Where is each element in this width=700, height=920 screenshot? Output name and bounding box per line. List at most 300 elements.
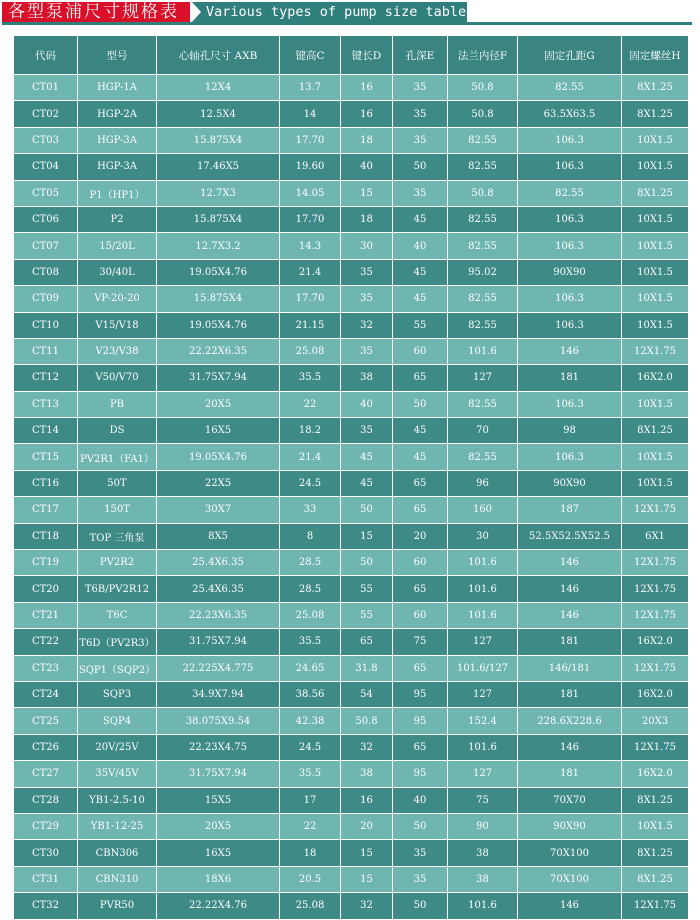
table-cell: 187: [518, 497, 622, 523]
table-cell: 8X1.25: [622, 418, 689, 444]
table-cell: 35: [341, 259, 393, 285]
table-cell: 127: [448, 365, 518, 391]
table-cell: CT13: [14, 391, 78, 417]
table-cell: 101.6: [448, 576, 518, 602]
table-cell: 22.23X4.75: [157, 734, 280, 760]
table-cell: 150T: [78, 497, 157, 523]
table-cell: 45: [393, 444, 448, 470]
table-cell: 50.8: [448, 75, 518, 101]
table-cell: 40: [341, 391, 393, 417]
table-cell: 16X2.0: [622, 761, 689, 787]
table-cell: 18: [341, 206, 393, 232]
table-cell: 146: [518, 893, 622, 919]
table-cell: 12X4: [157, 75, 280, 101]
table-cell: 19.05X4.76: [157, 312, 280, 338]
table-cell: 65: [393, 576, 448, 602]
table-cell: 65: [341, 629, 393, 655]
table-row: [14, 418, 689, 444]
table-cell: 35: [393, 75, 448, 101]
table-cell: 45: [393, 286, 448, 312]
table-cell: 146: [518, 550, 622, 576]
table-cell: 10X1.5: [622, 444, 689, 470]
table-cell: 101.6: [448, 602, 518, 628]
table-cell: 50: [393, 893, 448, 919]
table-cell: PB: [78, 391, 157, 417]
table-cell: 16X2.0: [622, 629, 689, 655]
table-cell: 106.3: [518, 206, 622, 232]
table-cell: 17: [280, 787, 341, 813]
table-cell: 8X1.25: [622, 101, 689, 127]
table-cell: CT11: [14, 338, 78, 364]
table-cell: 127: [448, 761, 518, 787]
table-cell: 22: [280, 813, 341, 839]
table-cell: 60: [393, 602, 448, 628]
table-cell: HGP-3A: [78, 127, 157, 153]
table-cell: 90X90: [518, 813, 622, 839]
column-header: 型号: [78, 36, 157, 75]
table-cell: DS: [78, 418, 157, 444]
table-row: [14, 75, 689, 101]
table-row: [14, 338, 689, 364]
table-cell: 12.7X3.2: [157, 233, 280, 259]
table-cell: 55: [341, 602, 393, 628]
table-cell: 18: [280, 840, 341, 866]
table-row: [14, 286, 689, 312]
table-cell: 32: [341, 734, 393, 760]
table-cell: CT26: [14, 734, 78, 760]
table-cell: 10X1.5: [622, 286, 689, 312]
table-cell: 55: [341, 576, 393, 602]
table-cell: 181: [518, 629, 622, 655]
table-cell: 101.6: [448, 893, 518, 919]
table-cell: 10X1.5: [622, 127, 689, 153]
table-cell: 40: [341, 154, 393, 180]
table-cell: 146: [518, 602, 622, 628]
table-cell: 40: [393, 787, 448, 813]
table-cell: 18.2: [280, 418, 341, 444]
page-header: [0, 0, 700, 24]
table-cell: 25.08: [280, 893, 341, 919]
table-cell: 12X1.75: [622, 655, 689, 681]
table-cell: 54: [341, 681, 393, 707]
table-cell: 35: [341, 418, 393, 444]
column-header: 心轴孔尺寸 AXB: [157, 36, 280, 75]
table-cell: 35: [393, 127, 448, 153]
header-divider: [2, 22, 692, 25]
table-cell: 15: [341, 840, 393, 866]
column-header: 键高C: [280, 36, 341, 75]
pump-size-table-container: [13, 35, 688, 920]
table-cell: 22.22X6.35: [157, 338, 280, 364]
table-cell: 65: [393, 497, 448, 523]
table-cell: 146: [518, 576, 622, 602]
table-cell: 15.875X4: [157, 286, 280, 312]
table-cell: 55: [393, 312, 448, 338]
table-row: [14, 602, 689, 628]
table-cell: 106.3: [518, 391, 622, 417]
table-cell: PV2R1（FA1）: [78, 444, 157, 470]
table-cell: 17.70: [280, 206, 341, 232]
table-cell: P2: [78, 206, 157, 232]
table-cell: 82.55: [518, 180, 622, 206]
table-row: [14, 761, 689, 787]
table-row: [14, 550, 689, 576]
table-cell: 25.4X6.35: [157, 550, 280, 576]
table-cell: 15.875X4: [157, 127, 280, 153]
table-cell: 19.60: [280, 154, 341, 180]
table-body: [14, 75, 689, 920]
table-cell: 82.55: [448, 444, 518, 470]
table-cell: 12X1.75: [622, 550, 689, 576]
table-cell: 127: [448, 629, 518, 655]
table-row: [14, 708, 689, 734]
table-cell: 50: [393, 154, 448, 180]
table-cell: 17.70: [280, 286, 341, 312]
table-cell: 45: [393, 418, 448, 444]
table-cell: 30: [448, 523, 518, 549]
table-cell: 20: [393, 523, 448, 549]
table-cell: 75: [393, 629, 448, 655]
table-cell: CT29: [14, 813, 78, 839]
table-cell: 10X1.5: [622, 312, 689, 338]
table-cell: YB1-2.5-10: [78, 787, 157, 813]
table-cell: 82.55: [448, 286, 518, 312]
table-cell: 95: [393, 681, 448, 707]
table-cell: T6C: [78, 602, 157, 628]
table-cell: 50: [393, 813, 448, 839]
table-cell: HGP-2A: [78, 101, 157, 127]
table-cell: 52.5X52.5X52.5: [518, 523, 622, 549]
table-cell: YB1-12-25: [78, 813, 157, 839]
table-header-row: [14, 36, 689, 75]
table-cell: P1（HP1）: [78, 180, 157, 206]
table-cell: 21.4: [280, 444, 341, 470]
table-cell: 20V/25V: [78, 734, 157, 760]
table-cell: 33: [280, 497, 341, 523]
table-cell: 45: [341, 444, 393, 470]
table-cell: 90: [448, 813, 518, 839]
table-row: [14, 101, 689, 127]
table-cell: 40: [393, 233, 448, 259]
table-cell: 16: [341, 101, 393, 127]
table-cell: 82.55: [448, 391, 518, 417]
table-cell: 160: [448, 497, 518, 523]
table-cell: CT30: [14, 840, 78, 866]
table-cell: 70X70: [518, 787, 622, 813]
table-cell: 82.55: [448, 154, 518, 180]
table-cell: HGP-1A: [78, 75, 157, 101]
table-cell: 45: [393, 259, 448, 285]
table-cell: 15: [341, 866, 393, 892]
table-row: [14, 391, 689, 417]
table-cell: 28.5: [280, 550, 341, 576]
table-cell: 65: [393, 365, 448, 391]
table-cell: 15: [341, 523, 393, 549]
table-cell: 35: [393, 840, 448, 866]
table-cell: 106.3: [518, 444, 622, 470]
table-cell: CT24: [14, 681, 78, 707]
table-cell: 90X90: [518, 470, 622, 496]
table-cell: SQP1（SQP2）: [78, 655, 157, 681]
table-cell: T6B/PV2R12: [78, 576, 157, 602]
table-row: [14, 470, 689, 496]
table-cell: CT09: [14, 286, 78, 312]
table-cell: CT05: [14, 180, 78, 206]
table-cell: 17.46X5: [157, 154, 280, 180]
table-cell: 20: [341, 813, 393, 839]
table-cell: TOP 三角泵: [78, 523, 157, 549]
column-header: 固定螺丝H: [622, 36, 689, 75]
table-cell: 146/181: [518, 655, 622, 681]
table-cell: 8: [280, 523, 341, 549]
table-cell: 35V/45V: [78, 761, 157, 787]
table-row: [14, 127, 689, 153]
table-cell: 14.3: [280, 233, 341, 259]
table-cell: 24.5: [280, 470, 341, 496]
table-cell: 10X1.5: [622, 206, 689, 232]
table-cell: 101.6: [448, 734, 518, 760]
table-cell: 70X100: [518, 866, 622, 892]
table-cell: 35.5: [280, 761, 341, 787]
table-row: [14, 840, 689, 866]
table-cell: 22.23X6.35: [157, 602, 280, 628]
table-cell: 181: [518, 681, 622, 707]
table-cell: CT21: [14, 602, 78, 628]
table-cell: 181: [518, 365, 622, 391]
table-cell: 90X90: [518, 259, 622, 285]
table-row: [14, 813, 689, 839]
table-cell: 45: [341, 470, 393, 496]
table-cell: 106.3: [518, 312, 622, 338]
table-cell: 12X1.75: [622, 734, 689, 760]
table-cell: CBN306: [78, 840, 157, 866]
table-cell: 98: [518, 418, 622, 444]
table-cell: 50: [393, 391, 448, 417]
table-cell: PVR50: [78, 893, 157, 919]
table-cell: 12X1.75: [622, 576, 689, 602]
table-cell: CT12: [14, 365, 78, 391]
table-cell: 16X2.0: [622, 681, 689, 707]
table-cell: 152.4: [448, 708, 518, 734]
table-cell: 35: [393, 101, 448, 127]
table-cell: 101.6: [448, 338, 518, 364]
table-cell: 50.8: [341, 708, 393, 734]
table-row: [14, 365, 689, 391]
table-cell: 31.75X7.94: [157, 761, 280, 787]
column-header: 孔深E: [393, 36, 448, 75]
table-cell: CT23: [14, 655, 78, 681]
table-cell: 15.875X4: [157, 206, 280, 232]
table-row: [14, 154, 689, 180]
table-cell: 24.5: [280, 734, 341, 760]
table-cell: 25.08: [280, 338, 341, 364]
table-cell: V50/V70: [78, 365, 157, 391]
table-cell: 181: [518, 761, 622, 787]
table-cell: 30X7: [157, 497, 280, 523]
table-cell: CT20: [14, 576, 78, 602]
table-row: [14, 497, 689, 523]
table-cell: 17.70: [280, 127, 341, 153]
table-cell: 82.55: [448, 206, 518, 232]
table-cell: 146: [518, 338, 622, 364]
table-cell: 10X1.5: [622, 233, 689, 259]
table-cell: 22.22X4.76: [157, 893, 280, 919]
table-cell: CT19: [14, 550, 78, 576]
table-cell: T6D（PV2R3）: [78, 629, 157, 655]
table-cell: 38: [341, 761, 393, 787]
table-cell: 65: [393, 470, 448, 496]
table-cell: 15/20L: [78, 233, 157, 259]
table-row: [14, 312, 689, 338]
table-cell: 75: [448, 787, 518, 813]
table-cell: 24.65: [280, 655, 341, 681]
table-cell: V15/V18: [78, 312, 157, 338]
table-cell: CT10: [14, 312, 78, 338]
column-header: 固定孔距G: [518, 36, 622, 75]
table-cell: SQP4: [78, 708, 157, 734]
table-cell: 16X5: [157, 840, 280, 866]
table-cell: 35.5: [280, 629, 341, 655]
table-cell: SQP3: [78, 681, 157, 707]
table-cell: CT25: [14, 708, 78, 734]
table-cell: 95: [393, 708, 448, 734]
table-cell: CT18: [14, 523, 78, 549]
column-header: 代码: [14, 36, 78, 75]
table-cell: CT07: [14, 233, 78, 259]
table-cell: 38: [448, 840, 518, 866]
table-cell: 18: [341, 127, 393, 153]
table-cell: 8X1.25: [622, 840, 689, 866]
column-header: 键长D: [341, 36, 393, 75]
table-cell: V23/V38: [78, 338, 157, 364]
table-cell: 70: [448, 418, 518, 444]
table-cell: 35.5: [280, 365, 341, 391]
table-cell: 10X1.5: [622, 391, 689, 417]
table-cell: 30/40L: [78, 259, 157, 285]
table-cell: 10X1.5: [622, 470, 689, 496]
table-cell: 65: [393, 734, 448, 760]
table-cell: CT22: [14, 629, 78, 655]
table-cell: 50: [341, 550, 393, 576]
table-cell: 16X5: [157, 418, 280, 444]
table-cell: CT04: [14, 154, 78, 180]
table-cell: 228.6X228.6: [518, 708, 622, 734]
table-cell: 82.55: [448, 312, 518, 338]
table-cell: 31.75X7.94: [157, 365, 280, 391]
table-row: [14, 866, 689, 892]
table-cell: HGP-3A: [78, 154, 157, 180]
table-cell: 15: [341, 180, 393, 206]
table-cell: 10X1.5: [622, 813, 689, 839]
table-cell: 21.15: [280, 312, 341, 338]
table-cell: 30: [341, 233, 393, 259]
table-cell: PV2R2: [78, 550, 157, 576]
table-cell: 8X1.25: [622, 866, 689, 892]
table-cell: 60: [393, 338, 448, 364]
table-cell: 146: [518, 734, 622, 760]
table-cell: 32: [341, 312, 393, 338]
table-cell: 25.4X6.35: [157, 576, 280, 602]
table-cell: 101.6: [448, 550, 518, 576]
table-cell: 106.3: [518, 286, 622, 312]
table-cell: 63.5X63.5: [518, 101, 622, 127]
table-row: [14, 576, 689, 602]
table-cell: 28.5: [280, 576, 341, 602]
table-cell: 96: [448, 470, 518, 496]
table-cell: 31.8: [341, 655, 393, 681]
table-cell: CT16: [14, 470, 78, 496]
table-cell: 22.225X4.775: [157, 655, 280, 681]
table-cell: CT14: [14, 418, 78, 444]
table-cell: 14: [280, 101, 341, 127]
table-cell: 60: [393, 550, 448, 576]
table-cell: 10X1.5: [622, 259, 689, 285]
table-cell: 12X1.75: [622, 602, 689, 628]
table-cell: 12.7X3: [157, 180, 280, 206]
table-cell: CT03: [14, 127, 78, 153]
table-cell: 21.4: [280, 259, 341, 285]
table-cell: CT06: [14, 206, 78, 232]
table-cell: 22: [280, 391, 341, 417]
table-cell: 12X1.75: [622, 338, 689, 364]
table-cell: 106.3: [518, 154, 622, 180]
table-cell: 16: [341, 787, 393, 813]
table-cell: 38: [448, 866, 518, 892]
table-cell: 35: [393, 180, 448, 206]
table-cell: CT27: [14, 761, 78, 787]
table-cell: 50.8: [448, 101, 518, 127]
table-cell: 31.75X7.94: [157, 629, 280, 655]
table-cell: 6X1: [622, 523, 689, 549]
table-cell: CT01: [14, 75, 78, 101]
table-cell: 38.075X9.54: [157, 708, 280, 734]
table-cell: 10X1.5: [622, 154, 689, 180]
table-cell: 15X5: [157, 787, 280, 813]
table-cell: 18X6: [157, 866, 280, 892]
table-cell: 106.3: [518, 127, 622, 153]
table-row: [14, 787, 689, 813]
table-cell: 82.55: [518, 75, 622, 101]
title-english: Various types of pump size table: [192, 2, 467, 22]
table-cell: 82.55: [448, 233, 518, 259]
table-cell: 8X1.25: [622, 180, 689, 206]
table-cell: 8X1.25: [622, 75, 689, 101]
table-cell: 38.56: [280, 681, 341, 707]
table-cell: 12X1.75: [622, 893, 689, 919]
table-cell: 101.6/127: [448, 655, 518, 681]
table-cell: CBN310: [78, 866, 157, 892]
table-cell: CT32: [14, 893, 78, 919]
column-header: 法兰内径F: [448, 36, 518, 75]
table-cell: 16: [341, 75, 393, 101]
table-cell: CT31: [14, 866, 78, 892]
table-cell: 14.05: [280, 180, 341, 206]
table-cell: VP-20-20: [78, 286, 157, 312]
table-cell: 106.3: [518, 233, 622, 259]
table-cell: 35: [341, 338, 393, 364]
table-cell: 12X1.75: [622, 497, 689, 523]
table-cell: 95.02: [448, 259, 518, 285]
table-row: [14, 206, 689, 232]
table-row: [14, 734, 689, 760]
table-cell: 50: [341, 497, 393, 523]
table-cell: 95: [393, 761, 448, 787]
table-row: [14, 259, 689, 285]
table-row: [14, 233, 689, 259]
table-cell: 35: [393, 866, 448, 892]
table-row: [14, 523, 689, 549]
table-cell: 13.7: [280, 75, 341, 101]
